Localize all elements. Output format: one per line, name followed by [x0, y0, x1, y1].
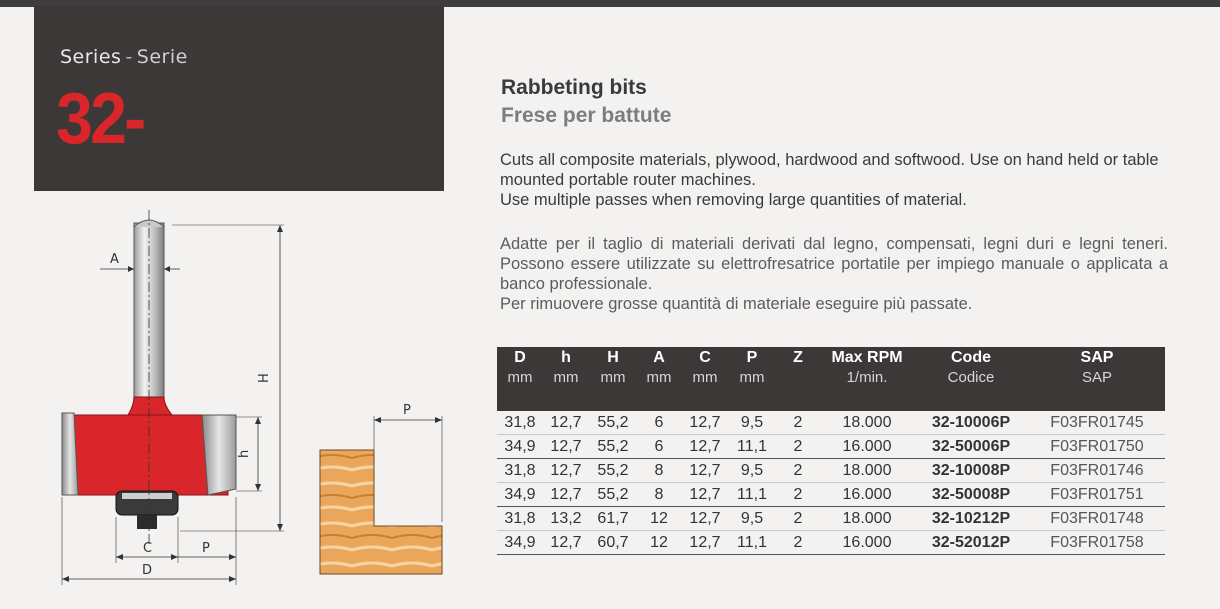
description-it-line1: Adatte per il taglio di materiali derivati dal legno, compensati, legni duri e legni teneri. Possono essere utilizzate su elettrofresatrice portatile per impiego manuale o applicata a banco professionale. [500, 235, 1168, 293]
table-cell: 18.000 [821, 411, 913, 435]
col-header: Max RPM [831, 349, 903, 366]
bearing-collar [122, 493, 172, 499]
table-row [497, 435, 1165, 459]
series-label-it: Serie [136, 46, 188, 68]
table-row [497, 411, 1165, 435]
bearing-screw [137, 515, 157, 529]
table-cell: 11,1 [729, 435, 775, 459]
table-cell: 16.000 [821, 483, 913, 507]
product-title-en: Rabbeting bits [501, 76, 647, 99]
description-en [500, 150, 1168, 210]
series-label [60, 46, 188, 68]
table-cell: 34,9 [497, 483, 543, 507]
col-unit: mm [553, 369, 579, 386]
table-cell: 12,7 [543, 459, 589, 483]
sap-cell: F03FR01750 [1029, 435, 1165, 459]
sap-cell: F03FR01751 [1029, 483, 1165, 507]
code-cell: 32-52012P [913, 531, 1029, 555]
col-unit: mm [507, 369, 533, 386]
table-cell: 12,7 [681, 411, 729, 435]
table-row [497, 483, 1165, 507]
description-it-line2: Per rimuovere grosse quantità di materiale eseguire più passate. [500, 295, 973, 313]
table-header-row [497, 347, 1165, 369]
code-cell: 32-50006P [913, 435, 1029, 459]
col-unit: Codice [947, 369, 995, 386]
table-cell: 12,7 [681, 459, 729, 483]
table-cell: 9,5 [729, 507, 775, 531]
table-cell: 60,7 [589, 531, 637, 555]
code-cell: 32-50008P [913, 483, 1029, 507]
table-cell: 31,8 [497, 507, 543, 531]
table-cell: 12,7 [543, 435, 589, 459]
table-cell: 8 [637, 459, 681, 483]
table-cell: 9,5 [729, 459, 775, 483]
col-header: Code [951, 349, 991, 366]
table-cell: 2 [775, 483, 821, 507]
table-cell: 55,2 [589, 483, 637, 507]
col-header: A [653, 349, 665, 366]
table-cell: 2 [775, 459, 821, 483]
table-cell: 12 [637, 531, 681, 555]
series-label-separator: - [125, 46, 133, 68]
col-header: H [607, 349, 619, 366]
col-unit: mm [646, 369, 672, 386]
col-unit: mm [600, 369, 626, 386]
table-row [497, 507, 1165, 531]
table-cell: 11,1 [729, 483, 775, 507]
table-cell: 16.000 [821, 435, 913, 459]
wood-block [320, 450, 442, 574]
series-number: 32- [56, 79, 144, 159]
table-cell: 12,7 [681, 483, 729, 507]
sap-cell: F03FR01758 [1029, 531, 1165, 555]
col-unit: mm [692, 369, 718, 386]
table-cell: 8 [637, 483, 681, 507]
table-cell: 12,7 [543, 531, 589, 555]
table-cell: 18.000 [821, 459, 913, 483]
sap-cell: F03FR01745 [1029, 411, 1165, 435]
table-cell: 6 [637, 411, 681, 435]
table-cell: 9,5 [729, 411, 775, 435]
dim-label-P: P [202, 541, 210, 556]
table-cell: 16.000 [821, 531, 913, 555]
code-cell: 32-10212P [913, 507, 1029, 531]
col-header: P [746, 349, 758, 366]
table-cell: 12,7 [681, 531, 729, 555]
table-units-row [497, 369, 1165, 411]
blade-right [202, 415, 236, 495]
table-row [497, 459, 1165, 483]
product-title-it: Frese per battute [501, 104, 672, 127]
table-cell: 2 [775, 411, 821, 435]
table-cell: 12 [637, 507, 681, 531]
table-cell: 34,9 [497, 435, 543, 459]
col-header: SAP [1080, 349, 1114, 366]
description-en-line1: Cuts all composite materials, plywood, hardwood and softwood. Use on hand held or table mounted portable router machines. [500, 151, 1159, 189]
table-cell: 12,7 [543, 411, 589, 435]
col-unit: SAP [1081, 369, 1112, 386]
table-cell: 55,2 [589, 459, 637, 483]
col-header: Z [793, 349, 803, 366]
table-cell: 6 [637, 435, 681, 459]
col-unit [775, 369, 821, 411]
table-cell: 2 [775, 435, 821, 459]
table-cell: 2 [775, 507, 821, 531]
table-cell: 55,2 [589, 435, 637, 459]
dim-label-h: h [237, 449, 252, 458]
table-cell: 13,2 [543, 507, 589, 531]
table-cell: 31,8 [497, 411, 543, 435]
table-cell: 11,1 [729, 531, 775, 555]
code-cell: 32-10008P [913, 459, 1029, 483]
series-label-en: Series [60, 46, 122, 68]
router-bit-diagram [40, 205, 300, 595]
table-cell: 2 [775, 531, 821, 555]
table-cell: 61,7 [589, 507, 637, 531]
series-header-box [34, 6, 444, 191]
dim-label-H: H [257, 373, 272, 383]
dim-label-A: A [110, 252, 119, 267]
profile-dim-label-P: P [403, 403, 411, 418]
dim-label-D: D [142, 563, 153, 578]
rabbet-profile-diagram [312, 398, 452, 580]
code-cell: 32-10006P [913, 411, 1029, 435]
body-shoulder [128, 397, 172, 415]
specs-table [497, 347, 1165, 555]
col-unit: 1/min. [846, 369, 888, 386]
table-cell: 18.000 [821, 507, 913, 531]
table-cell: 12,7 [681, 435, 729, 459]
description-it [500, 234, 1168, 314]
table-cell: 12,7 [543, 483, 589, 507]
table-cell: 55,2 [589, 411, 637, 435]
table-cell: 12,7 [681, 507, 729, 531]
description-en-line2: Use multiple passes when removing large quantities of material. [500, 191, 967, 209]
sap-cell: F03FR01748 [1029, 507, 1165, 531]
col-header: h [561, 349, 571, 366]
table-cell: 34,9 [497, 531, 543, 555]
col-unit: mm [739, 369, 765, 386]
dim-label-C: C [143, 541, 153, 556]
table-row [497, 531, 1165, 555]
col-header: C [699, 349, 711, 366]
table-cell: 31,8 [497, 459, 543, 483]
sap-cell: F03FR01746 [1029, 459, 1165, 483]
col-header: D [514, 349, 526, 366]
